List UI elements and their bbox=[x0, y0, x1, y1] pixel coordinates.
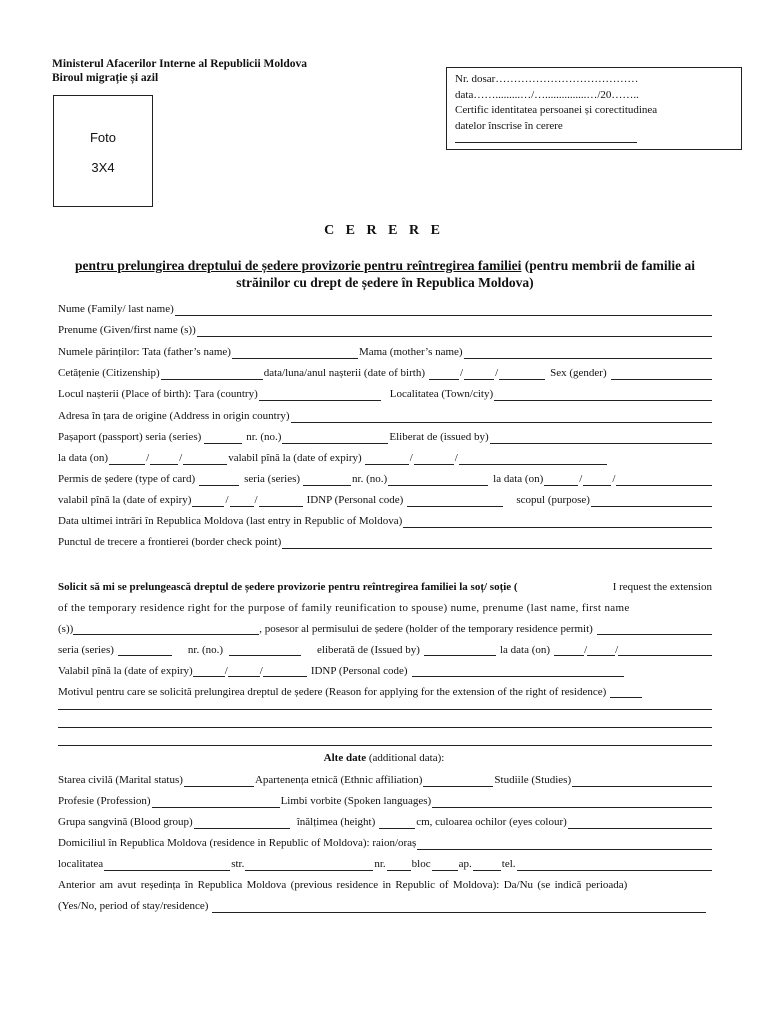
input-issue-day[interactable] bbox=[109, 454, 145, 465]
label-dob: data/luna/anul nașterii (date of birth) bbox=[263, 367, 425, 379]
request-line-3 bbox=[58, 614, 712, 635]
input-origin-address[interactable] bbox=[291, 412, 712, 423]
input-issue-month[interactable] bbox=[150, 454, 178, 465]
subtitle-rest: pentru membrii de familie ai străinilor cu drept de ședere în Republica Moldova) bbox=[236, 258, 696, 290]
field-row-name bbox=[58, 302, 712, 316]
label-permit-nr: nr. (no.) bbox=[352, 473, 388, 485]
label-studies: Studiile (Studies) bbox=[494, 774, 572, 786]
request-text-1: I request the extension bbox=[612, 581, 712, 593]
input-issued-by[interactable] bbox=[490, 433, 712, 444]
file-number: Nr. dosar………………………………… bbox=[455, 73, 639, 85]
input-spouse-permit[interactable] bbox=[597, 624, 712, 635]
subtitle-underlined: pentru prelungirea dreptului de ședere provizorie pentru reîntregirea familiei bbox=[74, 258, 522, 273]
additional-data-heading bbox=[0, 752, 768, 764]
certify-text-2: datelor înscrise în cerere bbox=[455, 119, 563, 132]
request-text-3a: (s)) bbox=[58, 623, 74, 635]
input-expiry-year[interactable] bbox=[459, 454, 607, 465]
request-text-4b: nr. (no.) bbox=[187, 644, 224, 656]
file-date: data…….........…/…...............…/20…….. bbox=[455, 88, 639, 101]
label-ap: ap. bbox=[458, 858, 472, 870]
input-spouse-issued-by[interactable] bbox=[424, 645, 496, 656]
field-row-citizenship: Cetățenie (Citizenship) data/luna/anul nașterii (date of birth) / / Sex (gender) bbox=[58, 366, 712, 380]
field-row-passport bbox=[58, 430, 712, 444]
input-father[interactable] bbox=[232, 348, 358, 359]
subtitle-paren: ( bbox=[521, 258, 530, 273]
request-text-5a: Valabil pînă la (date of expiry) bbox=[58, 665, 193, 677]
input-spouse-exp-year[interactable] bbox=[263, 666, 307, 677]
input-studies[interactable] bbox=[572, 776, 712, 787]
request-text-4c: eliberată de (Issued by) bbox=[317, 644, 420, 656]
label-permit-series: seria (series) bbox=[244, 473, 301, 485]
field-row-permit-expiry: valabil pînă la (date of expiry) / / IDNP (Personal code) scopul (purpose) bbox=[58, 493, 712, 507]
input-permit-day[interactable] bbox=[544, 475, 578, 486]
label-languages: Limbi vorbite (Spoken languages) bbox=[280, 795, 432, 807]
document-title: C E R E R E bbox=[324, 223, 444, 238]
request-text-3b: , posesor al permisului de ședere (holder of the temporary residence permit) bbox=[259, 623, 593, 635]
input-citizenship[interactable] bbox=[161, 369, 263, 380]
field-row-permit: Permis de ședere (type of card) seria (series) nr. (no.) la data (on) / / bbox=[58, 472, 712, 486]
input-spouse-exp-day[interactable] bbox=[193, 666, 225, 677]
input-height[interactable] bbox=[379, 818, 415, 829]
input-purpose[interactable] bbox=[591, 496, 712, 507]
field-row-origin-address bbox=[58, 409, 712, 423]
office-use-box bbox=[446, 67, 742, 150]
label-valid-until-2: valabil pînă la (date of expiry) bbox=[58, 494, 192, 506]
input-spouse-series[interactable] bbox=[118, 645, 172, 656]
request-line-1 bbox=[58, 572, 712, 593]
input-locality[interactable] bbox=[104, 860, 230, 871]
label-locality: localitatea bbox=[58, 858, 104, 870]
input-idnp[interactable] bbox=[407, 496, 503, 507]
input-tel[interactable] bbox=[517, 860, 712, 871]
label-father: Numele părinților: Tata (father’s name) bbox=[58, 346, 231, 358]
label-border-point: Punctul de trecere a frontierei (border check point) bbox=[58, 536, 282, 548]
field-row-parents bbox=[58, 345, 712, 359]
request-text-4a: seria (series) bbox=[58, 644, 114, 656]
input-border-point[interactable] bbox=[282, 538, 712, 549]
input-last-entry[interactable] bbox=[403, 517, 712, 528]
request-text-5b: IDNP (Personal code) bbox=[310, 665, 408, 677]
field-row-previous-2 bbox=[58, 899, 706, 913]
label-domicile: Domiciliul în Republica Moldova (residence in Republic of Moldova): raion/oraș bbox=[58, 837, 417, 849]
input-languages[interactable] bbox=[432, 797, 712, 808]
input-domicile[interactable] bbox=[417, 839, 712, 850]
label-ethnic: Apartenența etnică (Ethnic affiliation) bbox=[254, 774, 423, 786]
label-passport-nr: nr. (no.) bbox=[246, 431, 282, 443]
request-text-6: Motivul pentru care se solicită prelungirea dreptul de ședere (Reason for applying for the extension of the right of residence) bbox=[58, 686, 607, 698]
field-row-passport-dates: la data (on) / / valabil pînă la (date of expiry) / / bbox=[58, 451, 712, 465]
photo-size: 3X4 bbox=[91, 160, 115, 175]
request-text-2: of the temporary residence right for the purpose of family reunification to spouse) nume, prenume (last name, first name bbox=[58, 602, 630, 614]
input-spouse-nr[interactable] bbox=[229, 645, 301, 656]
input-profession[interactable] bbox=[152, 797, 280, 808]
label-previous: Anterior am avut reședința în Republica Moldova (previous residence in Republic of Moldova): Da/Nu (se indică perioada) bbox=[58, 879, 628, 891]
request-line-2 bbox=[58, 593, 712, 614]
field-row-first-name bbox=[58, 323, 712, 337]
reason-line-1[interactable] bbox=[58, 709, 712, 710]
input-permit-month[interactable] bbox=[583, 475, 611, 486]
input-dob-day[interactable] bbox=[429, 369, 459, 380]
input-eyes[interactable] bbox=[568, 818, 712, 829]
label-address-nr: nr. bbox=[374, 858, 386, 870]
request-text-4d: la data (on) bbox=[499, 644, 551, 656]
bureau-name: Biroul migrație și azil bbox=[52, 72, 159, 84]
input-spouse-day[interactable] bbox=[554, 645, 584, 656]
label-permit-on: la data (on) bbox=[493, 473, 544, 485]
input-spouse-month[interactable] bbox=[587, 645, 615, 656]
request-line-6 bbox=[58, 677, 712, 698]
label-marital: Starea civilă (Marital status) bbox=[58, 774, 183, 786]
label-pob: Locul nașterii (Place of birth): Țara (country) bbox=[58, 388, 258, 400]
field-row-address bbox=[58, 857, 712, 871]
input-street[interactable] bbox=[245, 860, 373, 871]
input-permit-type[interactable] bbox=[199, 475, 239, 486]
input-permit-exp-day[interactable] bbox=[192, 496, 224, 507]
label-town: Localitatea (Town/city) bbox=[389, 388, 494, 400]
photo-label: Foto bbox=[89, 130, 116, 145]
label-passport: Pașaport (passport) seria (series) bbox=[58, 431, 202, 443]
label-permit: Permis de ședere (type of card) bbox=[58, 473, 196, 485]
label-idnp: IDNP (Personal code) bbox=[306, 494, 404, 506]
label-previous-2: (Yes/No, period of stay/residence) bbox=[58, 900, 209, 912]
input-ethnic[interactable] bbox=[423, 776, 493, 787]
additional-data-bold: Alte date bbox=[323, 752, 367, 764]
label-cm-eyes: cm, culoarea ochilor (eyes colour) bbox=[416, 816, 567, 828]
input-marital[interactable] bbox=[184, 776, 254, 787]
input-permit-series[interactable] bbox=[303, 475, 351, 486]
input-reason-start[interactable] bbox=[610, 687, 642, 698]
label-on-date: la data (on) bbox=[58, 452, 109, 464]
input-first-name[interactable] bbox=[197, 326, 712, 337]
reason-line-3[interactable] bbox=[58, 745, 712, 746]
label-sex: Sex (gender) bbox=[550, 367, 607, 379]
input-spouse-name[interactable] bbox=[73, 624, 259, 635]
field-row-profession bbox=[58, 794, 712, 808]
input-sex[interactable] bbox=[611, 369, 712, 380]
input-permit-exp-month[interactable] bbox=[230, 496, 254, 507]
input-spouse-year[interactable] bbox=[618, 645, 712, 656]
field-row-blood bbox=[58, 815, 712, 829]
input-mother[interactable] bbox=[464, 348, 712, 359]
field-row-marital bbox=[58, 773, 712, 787]
label-first-name: Prenume (Given/first name (s)) bbox=[58, 324, 196, 336]
label-valid-until: valabil pînă la (date of expiry) bbox=[228, 452, 362, 464]
field-row-last-entry bbox=[58, 514, 712, 528]
field-row-domicile bbox=[58, 836, 712, 850]
label-profession: Profesie (Profession) bbox=[58, 795, 151, 807]
input-expiry-month[interactable] bbox=[414, 454, 454, 465]
document-subtitle bbox=[55, 257, 715, 291]
request-line-5: Valabil pînă la (date of expiry) / / IDNP (Personal code) bbox=[58, 656, 712, 677]
ministry-name: Ministerul Afacerilor Interne al Republicii Moldova bbox=[52, 58, 307, 70]
input-ap[interactable] bbox=[473, 860, 501, 871]
input-issue-year[interactable] bbox=[183, 454, 227, 465]
label-citizenship: Cetățenie (Citizenship) bbox=[58, 367, 160, 379]
input-expiry-day[interactable] bbox=[365, 454, 409, 465]
label-name: Nume (Family/ last name) bbox=[58, 303, 174, 315]
input-blood[interactable] bbox=[194, 818, 290, 829]
field-row-border-point bbox=[58, 535, 712, 549]
label-blood: Grupa sangvină (Blood group) bbox=[58, 816, 193, 828]
photo-box bbox=[53, 95, 153, 207]
input-country[interactable] bbox=[259, 390, 381, 401]
label-street: str. bbox=[231, 858, 245, 870]
label-height: înălțimea (height) bbox=[296, 816, 376, 828]
request-paragraph bbox=[58, 572, 712, 698]
label-origin-address: Adresa în țara de origine (Address in origin country) bbox=[58, 410, 290, 422]
label-last-entry: Data ultimei intrări în Republica Moldova (last entry in Republic of Moldova) bbox=[58, 515, 403, 527]
input-address-nr[interactable] bbox=[387, 860, 411, 871]
label-mother: Mama (mother’s name) bbox=[358, 346, 463, 358]
label-purpose: scopul (purpose) bbox=[516, 494, 590, 506]
input-permit-nr[interactable] bbox=[388, 475, 488, 486]
input-dob-year[interactable] bbox=[499, 369, 545, 380]
input-passport-nr[interactable] bbox=[282, 433, 388, 444]
field-row-previous bbox=[58, 878, 712, 892]
ministry-header bbox=[52, 57, 307, 85]
input-previous[interactable] bbox=[212, 902, 706, 913]
input-spouse-idnp[interactable] bbox=[412, 666, 624, 677]
input-permit-exp-year[interactable] bbox=[259, 496, 303, 507]
additional-data-rest: (additional data): bbox=[366, 752, 445, 764]
input-permit-year[interactable] bbox=[616, 475, 712, 486]
input-town[interactable] bbox=[494, 390, 712, 401]
label-tel: tel. bbox=[501, 858, 516, 870]
label-issued-by: Eliberat de (issued by) bbox=[389, 431, 489, 443]
input-spouse-exp-month[interactable] bbox=[228, 666, 260, 677]
label-bloc: bloc bbox=[411, 858, 431, 870]
request-bold-text: Solicit să mi se prelungească dreptul de ședere provizorie pentru reîntregirea familiei la soț/ soție ( bbox=[58, 581, 518, 593]
field-row-pob bbox=[58, 387, 712, 401]
input-bloc[interactable] bbox=[432, 860, 458, 871]
signature-line[interactable] bbox=[455, 134, 637, 143]
request-line-4: seria (series) nr. (no.) eliberată de (Issued by) la data (on) / / bbox=[58, 635, 712, 656]
reason-line-2[interactable] bbox=[58, 727, 712, 728]
certify-text: Certific identitatea persoanei și corectitudinea bbox=[455, 104, 658, 116]
input-name[interactable] bbox=[175, 305, 712, 316]
input-passport-series[interactable] bbox=[204, 433, 242, 444]
input-dob-month[interactable] bbox=[464, 369, 494, 380]
